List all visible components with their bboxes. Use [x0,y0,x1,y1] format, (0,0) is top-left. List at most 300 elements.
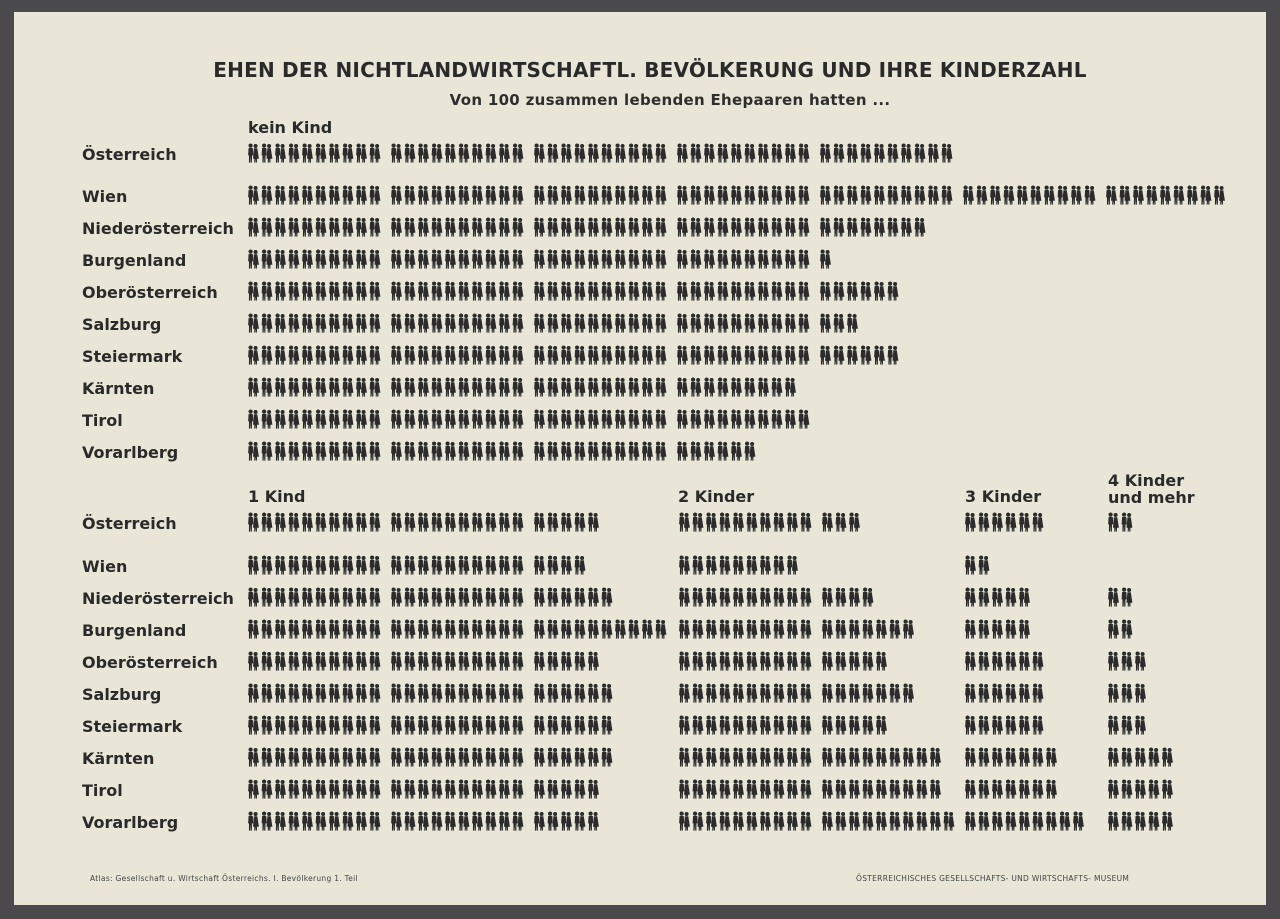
couple-figure-icon [316,314,327,333]
couple-figure-icon [1019,780,1030,799]
couple-figure-icon [602,314,613,333]
couple-figure-icon [801,716,812,735]
couple-figure-icon [499,144,510,163]
couple-figure-icon [747,556,758,575]
couple-figure-icon [787,780,798,799]
couple-figure-icon [979,780,990,799]
couple-figure-icon [302,378,313,397]
couple-figure-icon [629,144,640,163]
couple-figure-icon [588,812,599,831]
couple-figure-icon [718,346,729,365]
no-child-region-label: Wien [82,187,128,206]
couple-figure-icon [615,314,626,333]
couple-figure-icon [275,748,286,767]
couple-figure-icon [704,282,715,301]
couple-figure-icon [588,144,599,163]
couple-figure-icon [1174,186,1185,205]
couple-figure-icon [706,748,717,767]
couple-figure-icon [745,314,756,333]
couple-figure-icon [418,410,429,429]
couple-figure-icon [745,442,756,461]
couple-figure-icon [248,513,259,532]
couple-figure-icon [876,620,887,639]
couple-figure-icon [861,346,872,365]
couple-figure-icon [302,144,313,163]
couple-figure-icon [356,144,367,163]
couple-figure-icon [588,282,599,301]
couple-figure-icon [1108,780,1119,799]
couple-figure-icon [731,144,742,163]
couple-figure-icon [785,346,796,365]
couple-figure-icon [774,812,785,831]
couple-figure-icon [472,410,483,429]
couple-figure-icon [513,250,524,269]
couple-figure-icon [706,684,717,703]
couple-figure-icon [1046,748,1057,767]
couple-figure-icon [513,282,524,301]
couple-figure-icon [1122,780,1133,799]
couple-figure-icon [561,748,572,767]
couple-figure-icon [1046,780,1057,799]
couple-figure-icon [876,652,887,671]
couple-figure-icon [289,780,300,799]
couple-figure-icon [329,144,340,163]
couple-figure-icon [248,716,259,735]
couple-figure-icon [329,684,340,703]
couple-figure-icon [275,410,286,429]
couple-figure-icon [248,250,259,269]
couple-figure-icon [1149,748,1160,767]
couple-figure-icon [513,410,524,429]
couple-figure-icon [418,282,429,301]
couple-figure-icon [787,716,798,735]
couple-figure-icon [691,186,702,205]
couple-figure-icon [1214,186,1225,205]
couple-figure-icon [691,410,702,429]
couple-figure-icon [575,780,586,799]
couple-figure-icon [1033,716,1044,735]
couple-figure-icon [760,652,771,671]
couple-figure-icon [822,588,833,607]
couple-figure-icon [561,556,572,575]
couple-figure-icon [602,588,613,607]
couple-figure-icon [405,588,416,607]
couple-figure-icon [405,716,416,735]
couple-figure-icon [262,250,273,269]
couple-figure-icon [965,780,976,799]
couple-figure-icon [262,748,273,767]
couple-figure-icon [248,346,259,365]
couple-figure-icon [718,378,729,397]
couple-figure-icon [745,186,756,205]
couple-figure-icon [472,346,483,365]
couple-figure-icon [289,716,300,735]
couple-figure-icon [1135,716,1146,735]
couple-figure-icon [1006,716,1017,735]
couple-figure-icon [534,652,545,671]
couple-figure-icon [733,748,744,767]
couple-figure-icon [391,780,402,799]
couple-figure-icon [391,282,402,301]
couple-figure-icon [863,684,874,703]
couple-figure-icon [874,144,885,163]
couple-figure-icon [275,556,286,575]
couple-figure-icon [329,186,340,205]
couple-figure-icon [472,513,483,532]
couple-figure-icon [548,513,559,532]
couple-figure-icon [760,748,771,767]
couple-figure-icon [329,442,340,461]
couple-figure-icon [888,346,899,365]
couple-figure-icon [329,346,340,365]
couple-figure-icon [1162,748,1173,767]
couple-figure-icon [772,250,783,269]
couple-figure-icon [370,556,381,575]
couple-figure-icon [486,716,497,735]
couple-figure-icon [677,314,688,333]
couple-figure-icon [248,748,259,767]
couple-figure-icon [356,186,367,205]
couple-figure-icon [459,346,470,365]
couple-figure-icon [370,748,381,767]
couple-figure-icon [418,378,429,397]
couple-figure-icon [275,250,286,269]
couple-figure-icon [432,652,443,671]
couple-figure-icon [602,378,613,397]
couple-figure-icon [289,620,300,639]
couple-figure-icon [289,410,300,429]
couple-figure-icon [262,780,273,799]
couple-figure-icon [575,620,586,639]
couple-figure-icon [706,513,717,532]
couple-figure-icon [863,812,874,831]
couple-figure-icon [1006,684,1017,703]
couple-figure-icon [1122,620,1133,639]
couple-figure-icon [405,314,416,333]
couple-figure-icon [316,588,327,607]
couple-figure-icon [316,716,327,735]
couple-figure-icon [733,652,744,671]
couple-figure-icon [677,144,688,163]
couple-figure-icon [863,588,874,607]
couple-figure-icon [629,378,640,397]
couple-figure-icon [903,780,914,799]
couple-figure-icon [316,218,327,237]
couple-figure-icon [760,716,771,735]
couple-figure-icon [679,652,690,671]
couple-figure-icon [901,144,912,163]
couple-figure-icon [1108,652,1119,671]
no-child-region-label: Österreich [82,145,177,164]
couple-figure-icon [1106,186,1117,205]
couple-figure-icon [432,588,443,607]
couple-figure-icon [445,780,456,799]
couple-figure-icon [758,378,769,397]
couple-figure-icon [534,812,545,831]
couple-figure-icon [248,780,259,799]
couple-figure-icon [849,812,860,831]
couple-figure-icon [588,716,599,735]
couple-figure-icon [343,556,354,575]
couple-figure-icon [679,556,690,575]
couple-figure-icon [849,716,860,735]
couple-figure-icon [459,250,470,269]
couple-figure-icon [1031,186,1042,205]
couple-figure-icon [693,748,704,767]
couple-figure-icon [720,748,731,767]
couple-figure-icon [534,314,545,333]
couple-figure-icon [248,442,259,461]
couple-figure-icon [801,513,812,532]
couple-figure-icon [747,620,758,639]
couple-figure-icon [486,588,497,607]
couple-figure-icon [405,186,416,205]
couple-figure-icon [747,652,758,671]
couple-figure-icon [486,282,497,301]
couple-figure-icon [861,282,872,301]
couple-figure-icon [343,780,354,799]
couple-figure-icon [391,186,402,205]
couple-figure-icon [248,684,259,703]
couple-figure-icon [534,250,545,269]
couple-figure-icon [472,218,483,237]
couple-figure-icon [1019,748,1030,767]
couple-figure-icon [561,652,572,671]
couple-figure-icon [275,314,286,333]
couple-figure-icon [774,716,785,735]
couple-figure-icon [836,812,847,831]
couple-figure-icon [432,346,443,365]
no-child-region-label: Steiermark [82,347,183,366]
couple-figure-icon [356,652,367,671]
couple-figure-icon [965,652,976,671]
couple-figure-icon [772,218,783,237]
couple-figure-icon [615,218,626,237]
couple-figure-icon [822,684,833,703]
couple-figure-icon [863,716,874,735]
couple-figure-icon [534,144,545,163]
couple-figure-icon [561,716,572,735]
couple-figure-icon [405,748,416,767]
couple-figure-icon [513,513,524,532]
couple-figure-icon [405,282,416,301]
couple-figure-icon [275,652,286,671]
couple-figure-icon [602,620,613,639]
couple-figure-icon [445,652,456,671]
couple-figure-icon [486,748,497,767]
couple-figure-icon [656,250,667,269]
couple-figure-icon [588,346,599,365]
couple-figure-icon [1019,620,1030,639]
couple-figure-icon [693,780,704,799]
couple-figure-icon [656,410,667,429]
couple-figure-icon [513,652,524,671]
couple-figure-icon [418,588,429,607]
couple-figure-icon [890,620,901,639]
couple-figure-icon [329,378,340,397]
couple-figure-icon [888,144,899,163]
couple-figure-icon [275,378,286,397]
couple-figure-icon [262,346,273,365]
couple-figure-icon [733,556,744,575]
couple-figure-icon [588,780,599,799]
couple-figure-icon [785,378,796,397]
couple-figure-icon [861,144,872,163]
couple-figure-icon [356,513,367,532]
couple-figure-icon [704,314,715,333]
couple-figure-icon [785,250,796,269]
couple-figure-icon [561,346,572,365]
couple-figure-icon [486,513,497,532]
couple-figure-icon [1160,186,1171,205]
couple-figure-icon [499,748,510,767]
couple-figure-icon [731,250,742,269]
couple-figure-icon [1122,652,1133,671]
couple-figure-icon [513,620,524,639]
couple-figure-icon [629,410,640,429]
couple-figure-icon [733,716,744,735]
couple-figure-icon [691,282,702,301]
couple-figure-icon [391,346,402,365]
couple-figure-icon [979,812,990,831]
couple-figure-icon [262,314,273,333]
couple-figure-icon [849,780,860,799]
couple-figure-icon [890,748,901,767]
children-region-label: Oberösterreich [82,653,218,672]
couple-figure-icon [262,378,273,397]
couple-figure-icon [758,144,769,163]
couple-figure-icon [275,442,286,461]
couple-figure-icon [316,556,327,575]
couple-figure-icon [262,812,273,831]
couple-figure-icon [343,748,354,767]
couple-figure-icon [262,218,273,237]
couple-figure-icon [691,144,702,163]
couple-figure-icon [747,812,758,831]
couple-figure-icon [979,513,990,532]
couple-figure-icon [513,748,524,767]
couple-figure-icon [534,282,545,301]
couple-figure-icon [820,218,831,237]
couple-figure-icon [820,282,831,301]
couple-figure-icon [615,378,626,397]
couple-figure-icon [262,716,273,735]
couple-figure-icon [822,812,833,831]
couple-figure-icon [799,186,810,205]
couple-figure-icon [561,282,572,301]
couple-figure-icon [329,513,340,532]
couple-figure-icon [445,218,456,237]
couple-figure-icon [356,556,367,575]
couple-figure-icon [418,684,429,703]
couple-figure-icon [561,620,572,639]
couple-figure-icon [629,250,640,269]
couple-figure-icon [302,186,313,205]
couple-figure-icon [343,442,354,461]
couple-figure-icon [847,144,858,163]
couple-figure-icon [459,652,470,671]
couple-figure-icon [642,410,653,429]
couple-figure-icon [758,218,769,237]
couple-figure-icon [486,314,497,333]
couple-figure-icon [847,218,858,237]
couple-figure-icon [787,812,798,831]
couple-figure-icon [534,186,545,205]
couple-figure-icon [499,378,510,397]
couple-figure-icon [575,410,586,429]
couple-figure-icon [262,556,273,575]
couple-figure-icon [718,410,729,429]
couple-figure-icon [459,588,470,607]
couple-figure-icon [731,282,742,301]
couple-figure-icon [642,186,653,205]
couple-figure-icon [720,588,731,607]
couple-figure-icon [849,620,860,639]
couple-figure-icon [343,144,354,163]
couple-figure-icon [834,346,845,365]
couple-figure-icon [720,652,731,671]
couple-figure-icon [289,186,300,205]
couple-figure-icon [459,314,470,333]
couple-figure-icon [799,346,810,365]
couple-figure-icon [329,314,340,333]
couple-figure-icon [302,748,313,767]
couple-figure-icon [548,684,559,703]
couple-figure-icon [486,812,497,831]
couple-figure-icon [343,716,354,735]
couple-figure-icon [602,346,613,365]
couple-figure-icon [915,144,926,163]
couple-figure-icon [472,620,483,639]
couple-figure-icon [356,282,367,301]
couple-figure-icon [329,748,340,767]
couple-figure-icon [693,588,704,607]
couple-figure-icon [513,716,524,735]
couple-figure-icon [575,652,586,671]
couple-figure-icon [656,186,667,205]
couple-figure-icon [499,410,510,429]
couple-figure-icon [445,513,456,532]
couple-figure-icon [486,556,497,575]
couple-figure-icon [588,218,599,237]
couple-figure-icon [370,282,381,301]
couple-figure-icon [1071,186,1082,205]
couple-figure-icon [704,346,715,365]
couple-figure-icon [1033,780,1044,799]
couple-figure-icon [418,218,429,237]
couple-figure-icon [677,186,688,205]
couple-figure-icon [992,620,1003,639]
couple-figure-icon [602,716,613,735]
couple-figure-icon [534,748,545,767]
couple-figure-icon [747,513,758,532]
couple-figure-icon [747,716,758,735]
couple-figure-icon [733,780,744,799]
couple-figure-icon [575,684,586,703]
couple-figure-icon [677,410,688,429]
couple-figure-icon [432,250,443,269]
couple-figure-icon [445,378,456,397]
couple-figure-icon [822,716,833,735]
couple-figure-icon [731,186,742,205]
group-label-two-children: 2 Kinder [678,487,755,506]
couple-figure-icon [445,812,456,831]
couple-figure-icon [445,144,456,163]
couple-figure-icon [745,378,756,397]
couple-figure-icon [1006,513,1017,532]
couple-figure-icon [679,716,690,735]
couple-figure-icon [588,378,599,397]
